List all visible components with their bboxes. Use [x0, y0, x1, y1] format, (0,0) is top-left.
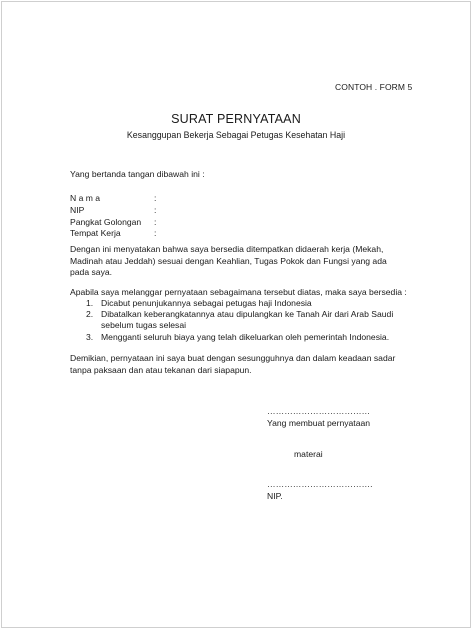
intro-text: Yang bertanda tangan dibawah ini :: [70, 169, 205, 179]
field-label: Tempat Kerja: [70, 228, 121, 239]
field-separator: :: [154, 193, 157, 203]
stamp-label: materai: [294, 449, 323, 459]
list-number: 1.: [86, 298, 94, 308]
document-title: SURAT PERNYATAAN: [171, 112, 301, 126]
list-text: Mengganti seluruh biaya yang telah dikeluarkan oleh pemerintah Indonesia.: [101, 331, 390, 342]
list-text: Dibatalkan keberangkatannya atau dipulangkan ke Tanah Air dari Arab Saudi sebelum tugas selesai: [101, 309, 394, 331]
field-row-workplace: [70, 228, 164, 240]
statement-paragraph: Dengan ini menyatakan bahwa saya bersedia ditempatkan didaerah kerja (Mekah, Madinah atau Jeddah) sesuai dengan Keahlian, Tugas Pokok dan Fungsi yang ada pada saya.: [70, 244, 387, 278]
field-row-rank: [70, 217, 164, 229]
signer-label: Yang membuat pernyataan: [267, 418, 371, 428]
field-separator: :: [154, 228, 157, 239]
document-subtitle: Kesanggupan Bekerja Sebagai Petugas Kesehatan Haji: [126, 130, 346, 140]
list-number: 2.: [86, 309, 94, 320]
field-row-name: [70, 193, 164, 205]
nip-label: NIP.: [267, 491, 283, 501]
violation-list: [86, 298, 408, 343]
document-page: [1, 1, 471, 628]
form-code: CONTOH . FORM 5: [335, 82, 413, 92]
field-separator: :: [154, 204, 157, 215]
identity-fields: [70, 193, 164, 240]
field-row-nip: [70, 205, 164, 217]
list-number: 3.: [86, 331, 94, 342]
field-label: Pangkat Golongan: [70, 216, 142, 227]
list-text: Dicabut penunjukannya sebagai petugas haji Indonesia: [101, 298, 312, 308]
signature-dots-bottom: ……………………………….: [267, 479, 373, 489]
closing-paragraph: Demikian, pernyataan ini saya buat dengan sesungguhnya dan dalam keadaan sadar tanpa paksaan dan atau tekanan dari siapapun.: [70, 353, 396, 375]
list-item: [86, 309, 408, 331]
field-label: NIP: [70, 204, 85, 215]
signature-dots-top: ………………………………: [267, 406, 371, 416]
violation-intro: Apabila saya melanggar pernyataan sebagaimana tersebut diatas, maka saya bersedia :: [70, 287, 407, 297]
list-item: [86, 332, 408, 343]
field-separator: :: [154, 216, 157, 227]
list-item: [86, 298, 408, 309]
field-label: N a m a: [70, 193, 101, 203]
